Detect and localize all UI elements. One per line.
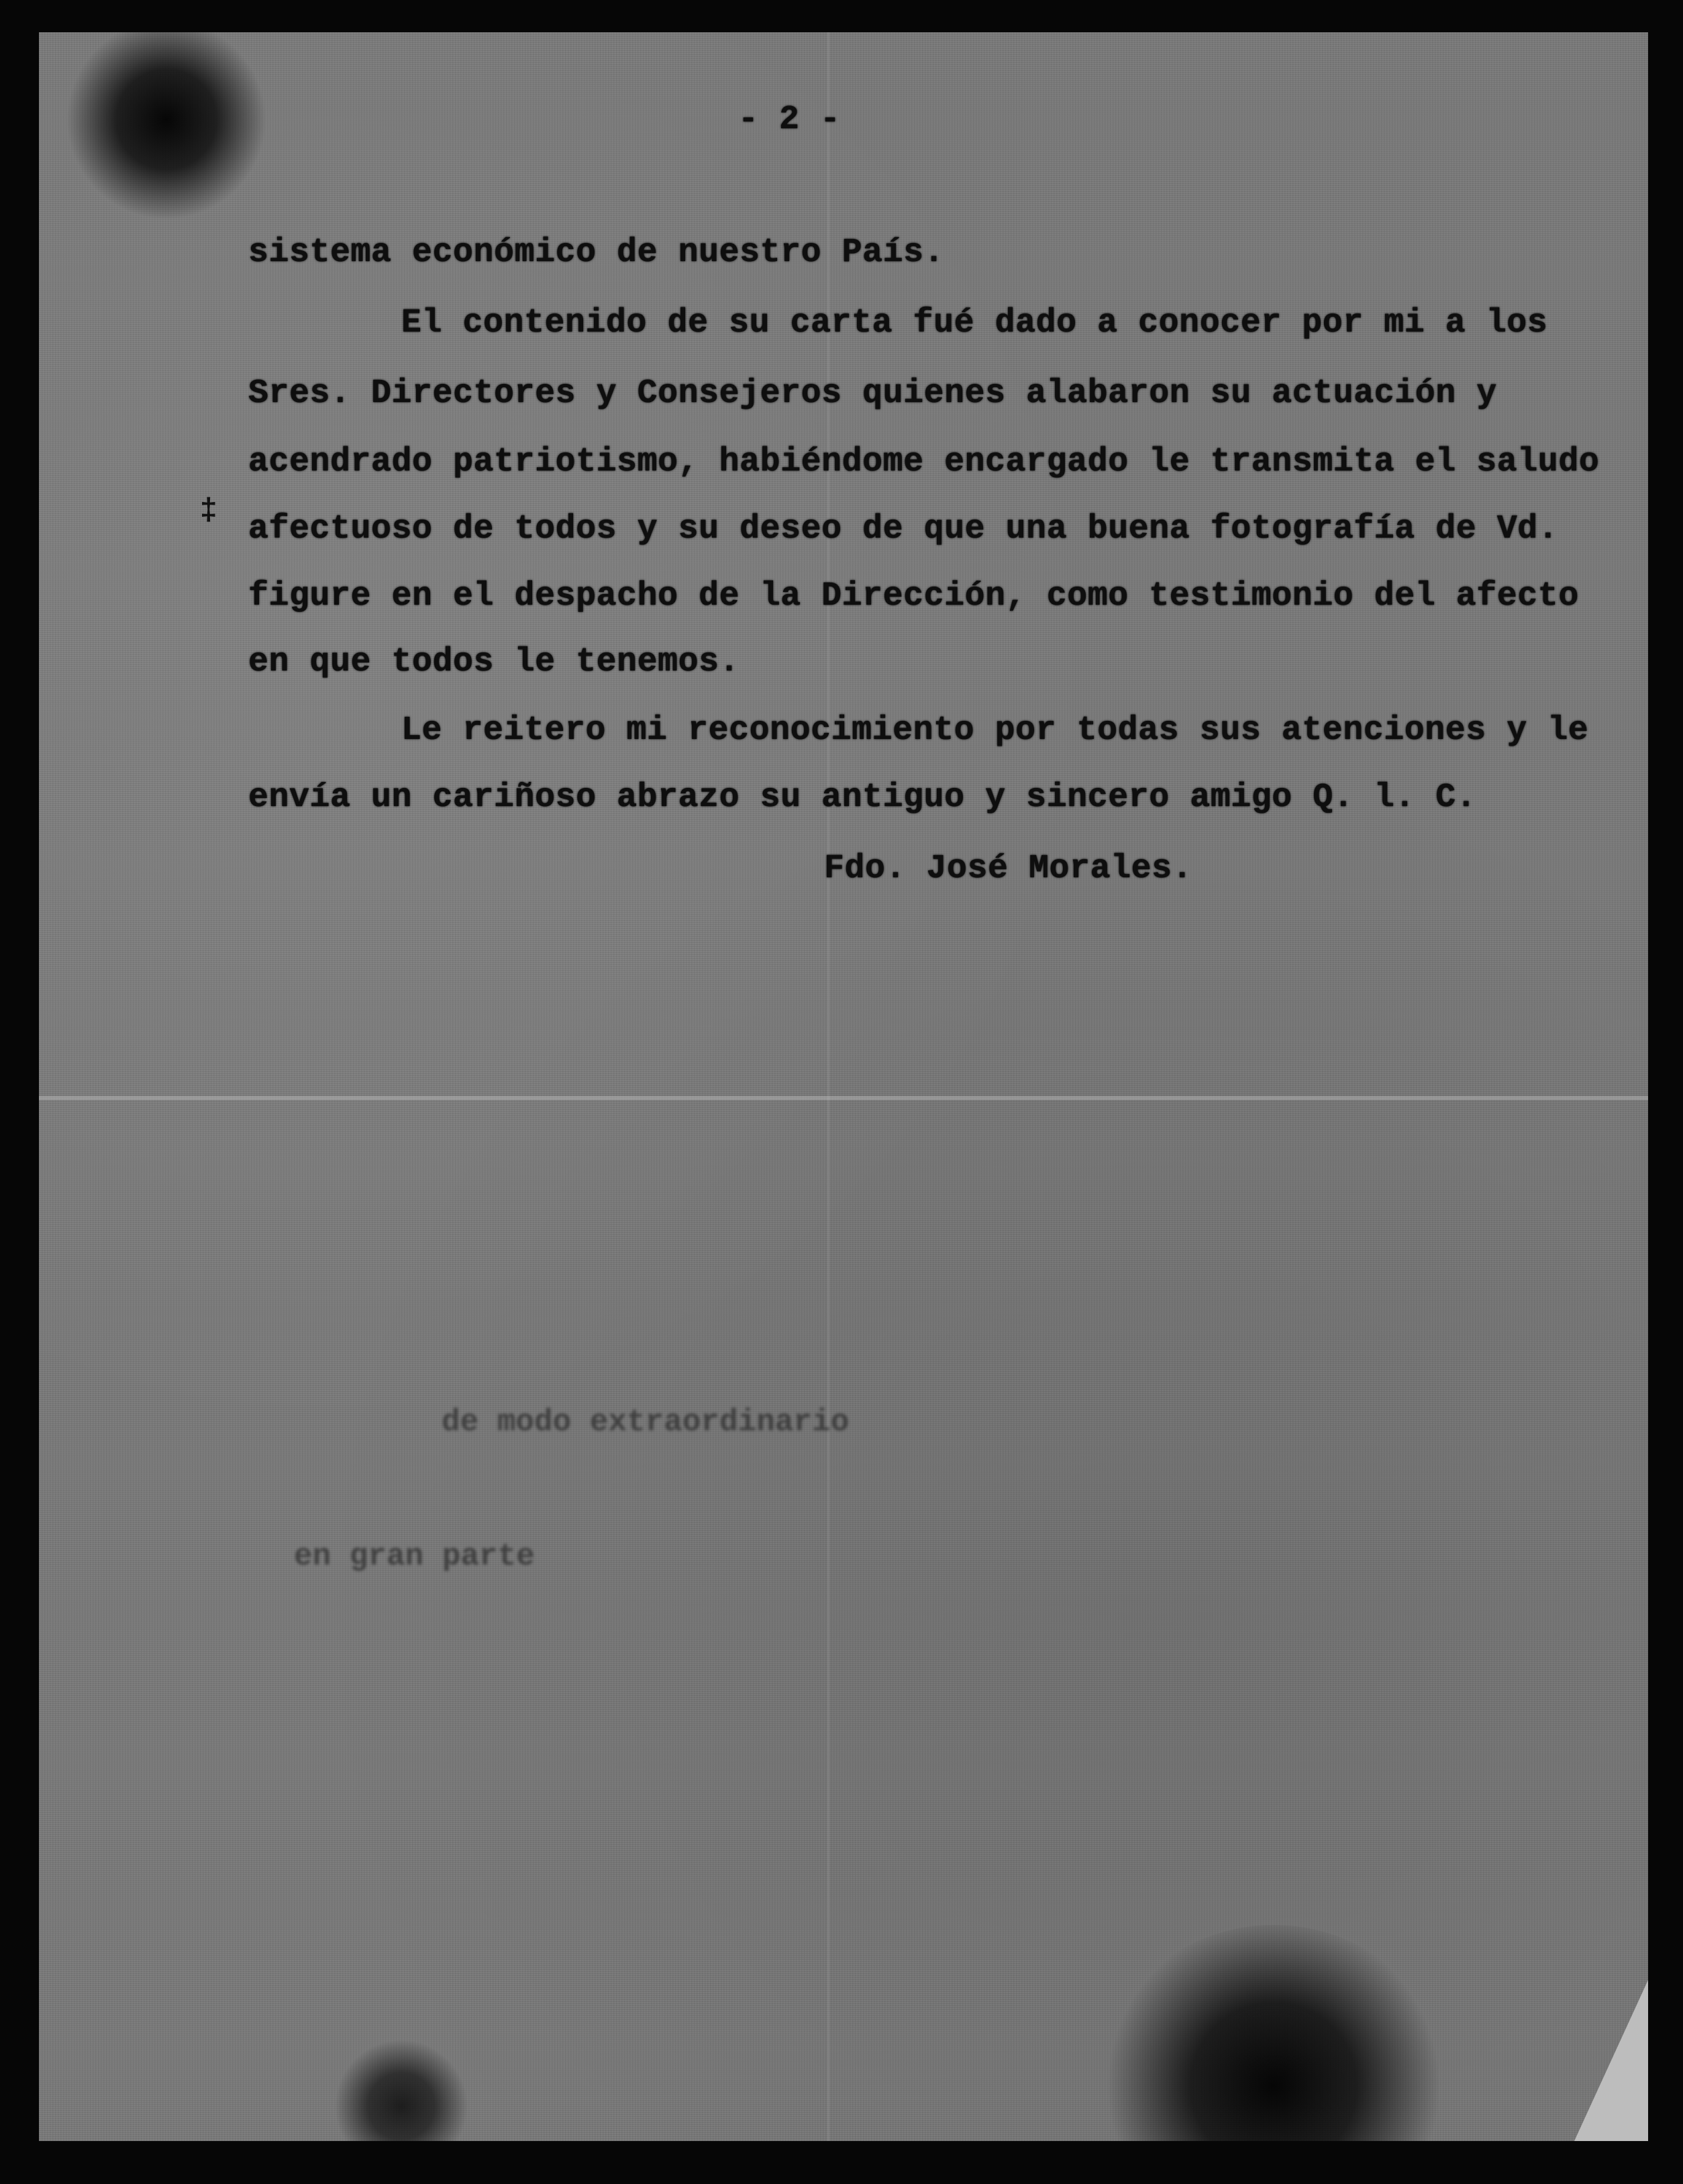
signature: Fdo. José Morales. bbox=[824, 850, 1193, 888]
letter-line: Sres. Directores y Consejeros quienes alabaron su actuación y bbox=[248, 375, 1497, 413]
page-number: - 2 - bbox=[738, 101, 841, 139]
folded-corner bbox=[1574, 1980, 1648, 2141]
letter-line: envía un cariñoso abrazo su antiguo y sincero amigo Q. l. C. bbox=[248, 779, 1477, 817]
top-left-smudge bbox=[66, 32, 267, 220]
horizontal-fold-line bbox=[39, 1096, 1648, 1100]
letter-line: El contenido de su carta fué dado a conocer por mi a los bbox=[401, 304, 1548, 342]
paper-sheet bbox=[39, 32, 1648, 2141]
bleed-through-text: de modo extraordinario bbox=[442, 1405, 850, 1440]
letter-line: Le reitero mi reconocimiento por todas sus atenciones y le bbox=[401, 711, 1589, 750]
letter-line: figure en el despacho de la Dirección, como testimonio del afecto bbox=[248, 577, 1579, 615]
vertical-fold-line bbox=[827, 32, 829, 2141]
bleed-through-text: en gran parte bbox=[294, 1539, 535, 1574]
letter-line: en que todos le tenemos. bbox=[248, 643, 740, 681]
bottom-left-smudge bbox=[334, 2039, 468, 2141]
bottom-thumb-smudge bbox=[1099, 1925, 1448, 2141]
letter-line: sistema económico de nuestro País. bbox=[248, 234, 945, 272]
letter-line: afectuoso de todos y su deseo de que una buena fotografía de Vd. bbox=[248, 510, 1559, 548]
letter-line: acendrado patriotismo, habiéndome encargado le transmita el saludo bbox=[248, 443, 1600, 481]
margin-mark: ‡ bbox=[200, 491, 217, 526]
